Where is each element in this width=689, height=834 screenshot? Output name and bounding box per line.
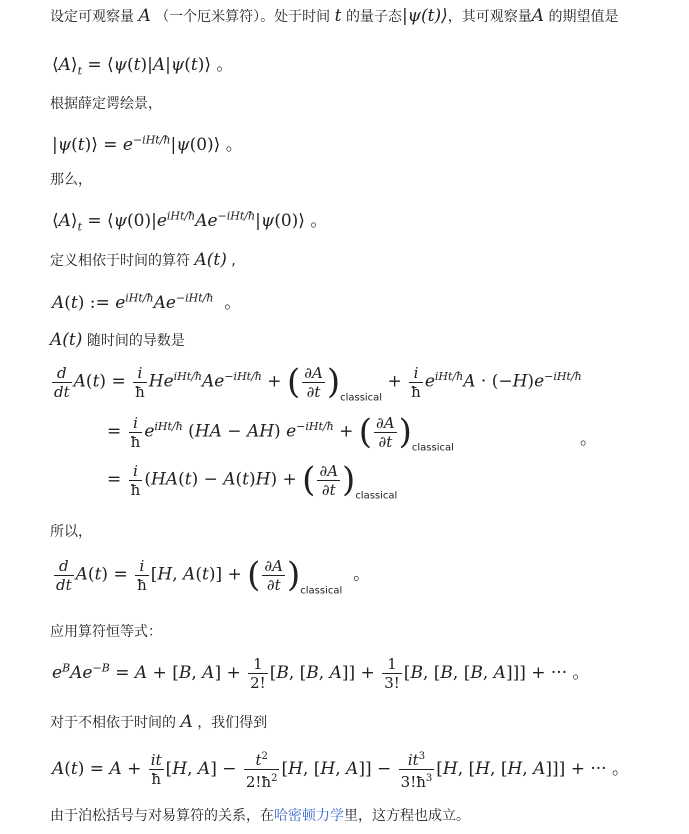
text-segment: （一个厄米算符）。处于时间 — [155, 9, 331, 25]
period: 。 — [572, 663, 590, 683]
classical-subscript: classical — [300, 585, 343, 597]
text-segment: 的期望值是 — [548, 9, 619, 25]
text-segment: ，我们得到 — [197, 715, 268, 731]
equation-bch-identity: $e^BAe^{-B} = A + [B$, A] + $\frac{1}{2!}$ [B, [B, A]] + $\frac{1}{3!}$ [B, [B, [B, A]]] + ··· 。 — [52, 655, 590, 692]
text-segment: 里，这方程也成立。 — [344, 808, 470, 824]
period: 。 — [225, 135, 243, 155]
text-segment: 对于不相依于时间的 — [50, 715, 176, 731]
math-A-t: A(t) — [50, 330, 83, 350]
paragraph-derivative — [50, 330, 185, 351]
equation-heisenberg-motion: $\frac{d}{dt}$ A(t) = $\frac{i}{ħ}$ [H, A(t)] + ( $\frac{\partial A}{\partial t}$ )$_{classical}$ 。 — [56, 555, 371, 597]
hamiltonian-mechanics-link[interactable]: 哈密顿力学 — [274, 808, 344, 824]
math-t: t — [334, 6, 342, 26]
paragraph-then: 那么， — [50, 172, 92, 188]
paragraph-define-operator: 定义相依于时间的算符 A(t) , — [50, 250, 236, 270]
period: 。 — [580, 429, 597, 449]
text-segment: 设定可观察量 — [50, 9, 134, 25]
classical-subscript: classical — [355, 490, 398, 502]
equation-derivation — [50, 362, 670, 512]
period: 。 — [216, 55, 234, 75]
period: 。 — [310, 211, 328, 231]
math-psi-t: |ψ(t)⟩ — [401, 6, 448, 26]
text-segment: ，其可观察量 — [447, 9, 532, 25]
text-segment: 由于泊松括号与对易算符的关系，在 — [50, 808, 274, 824]
period: 。 — [224, 293, 242, 313]
math-A: A — [531, 6, 545, 26]
intro-paragraph — [50, 6, 618, 27]
paragraph-time-independent — [50, 712, 267, 733]
derivation-line-2: = $\frac{i}{ħ}$ $e^{iHt/ħ}$ (HA − AH) $e^{-iHt/ħ}$ + ( $\frac{\partial A}{\partial t}$ )$_{classical}$ — [107, 412, 454, 454]
equation-heisenberg-operator: A(t) := $e^{iHt/ħ}Ae^{-iHt/ħ}$ 。 — [52, 291, 242, 313]
math-A: A — [138, 6, 151, 26]
derivation-line-3: = $\frac{i}{ħ}$ (HA(t) − A(t)H) + ( $\frac{\partial A}{\partial t}$ )$_{classical}$ — [107, 460, 398, 502]
paragraph-poisson — [50, 806, 470, 826]
text-segment: 的量子态 — [345, 9, 402, 25]
equation-expectation: $⟨A⟩_t$ = ⟨ψ(t)|A|ψ(t)⟩ 。 — [52, 55, 234, 78]
text-segment: 定义相依于时间的算符 — [50, 253, 190, 269]
paragraph-schrodinger: 根据薛定谔绘景， — [50, 96, 162, 112]
math-A: A — [180, 712, 193, 732]
derivation-line-1: $\frac{d}{dt}$ A(t) = $\frac{i}{ħ}$ $He^{iHt/ħ}Ae^{-iHt/ħ}$ + ( $\frac{\partial A}{\partial t}$ )$_{classical}$ + $\frac{i}{ħ}$ $e^{iHt/ħ}A \cdot (-H)e^{-iHt/ħ}$ — [54, 362, 582, 404]
period: 。 — [353, 564, 371, 585]
text-segment: 随时间的导数是 — [86, 333, 185, 349]
paragraph-identity: 应用算符恒等式： — [50, 624, 162, 640]
equation-series-expansion: A(t) = A + $\frac{it}{ħ}$ [H, A] − $\frac{t^2}{2!ħ^2}$ [H, [H, A]] − $\frac{it^3}{3!ħ^3}$ [H, [H, [H, A]]] + ··· 。 — [52, 748, 629, 791]
classical-subscript: classical — [340, 392, 383, 404]
math-A-t: A(t) — [194, 250, 227, 270]
classical-subscript: classical — [411, 442, 454, 454]
period: 。 — [611, 759, 629, 779]
equation-state-evolution: |ψ(t)⟩ = $e^{-iHt/ħ}|\psi(0)⟩$ 。 — [52, 133, 243, 155]
paragraph-therefore: 所以， — [50, 524, 92, 540]
equation-expectation-expanded: $⟨A⟩_t$ = $⟨\psi(0)|e^{iHt/ħ}Ae^{-iHt/ħ}|\psi(0)⟩$ 。 — [52, 209, 328, 234]
